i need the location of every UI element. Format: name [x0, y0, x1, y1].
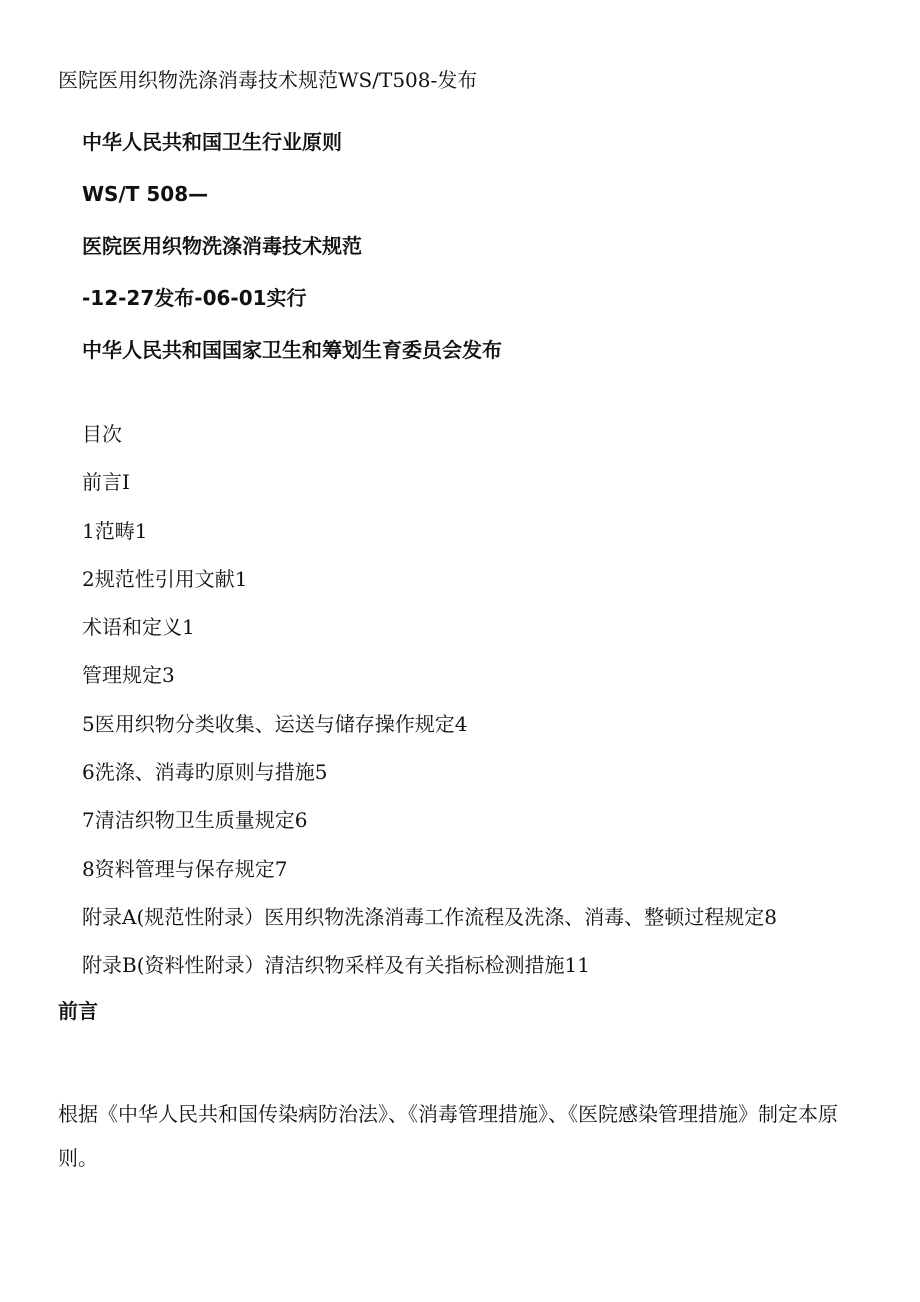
toc-item: 7清洁织物卫生质量规定6 [82, 808, 308, 833]
toc-item: 2规范性引用文献1 [82, 566, 248, 591]
toc-item: 管理规定3 [82, 663, 175, 688]
toc-item: 附录B(资料性附录）清洁织物采样及有关指标检测措施11 [82, 953, 590, 978]
publish-dates: -12-27发布-06-01实行 [82, 286, 307, 310]
toc-item: 术语和定义1 [82, 615, 195, 640]
issuer: 中华人民共和国国家卫生和筹划生育委员会发布 [82, 338, 502, 362]
toc-item: 1范畴1 [82, 518, 148, 543]
table-of-contents [82, 420, 777, 1000]
foreword-paragraph: 根据《中华人民共和国传染病防治法》、《消毒管理措施》、《医院感染管理措施》制定本原则。 [58, 1102, 838, 1170]
foreword-heading: 前言 [58, 999, 98, 1023]
standard-code: WS/T 508— [82, 182, 209, 206]
standard-name: 医院医用织物洗涤消毒技术规范 [82, 234, 362, 258]
standard-type: 中华人民共和国卫生行业原则 [82, 130, 342, 154]
toc-heading: 目次 [82, 422, 122, 446]
cover-section [82, 128, 502, 388]
document-title: 医院医用织物洗涤消毒技术规范WS/T508-发布 [58, 68, 478, 92]
toc-item: 6洗涤、消毒旳原则与措施5 [82, 760, 328, 785]
toc-item: 附录A(规范性附录）医用织物洗涤消毒工作流程及洗涤、消毒、整顿过程规定8 [82, 904, 777, 929]
toc-item: 前言I [82, 470, 130, 495]
toc-item: 5医用织物分类收集、运送与储存操作规定4 [82, 711, 468, 736]
toc-item: 8资料管理与保存规定7 [82, 856, 288, 881]
